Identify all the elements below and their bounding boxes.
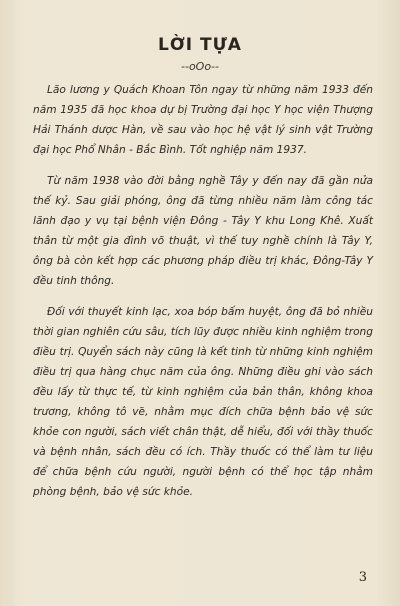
page-title: LỜI TỰA bbox=[158, 35, 242, 55]
preface-body bbox=[33, 80, 373, 513]
paragraph-2: Từ năm 1938 vào đời bằng nghề Tây y đến nay đã gần nửa thế kỷ. Sau giải phóng, ông đã từng nhiều năm làm công tác lãnh đạo y vụ tại bệnh viện Đông - Tây Y khu Long Khê. Xuất thân từ một gia đình võ thuật, vì thế tuy nghề chính là Tây Y, ông bà còn kết hợp các phương pháp điều trị khác, Đông-Tây Y đều tinh thông. bbox=[33, 175, 373, 287]
paragraph-1: Lão lương y Quách Khoan Tôn ngay từ những năm 1933 đến năm 1935 đã học khoa dự bị Trường đại học Y học viện Thượng Hải Thánh dược Hàn, về sau vào học hệ vật lý sinh vật Trường đại học Phổ Nhân - Bắc Bình. Tốt nghiệp năm 1937. bbox=[33, 84, 373, 156]
paragraph-3: Đối với thuyết kinh lạc, xoa bóp bấm huyệt, ông đã bỏ nhiều thời gian nghiên cứu sâu, tích lũy được nhiều kinh nghiệm trong điều trị. Quyển sách này cũng là kết tinh từ những kinh nghiệm điều trị qua hàng chục năm của ông. Những điều ghi vào sách đều lấy từ thực tế, từ kinh nghiệm của bản thân, không khoa trương, không tô vẽ, nhằm mục đích chữa bệnh bảo vệ sức khỏe con người, sách viết chân thật, dễ hiểu, đối với thầy thuốc và bệnh nhân, sách đều có ích. Thầy thuốc có thể làm tư liệu để chữa bệnh cứu người, người bệnh có thể học tập nhằm phòng bệnh, bảo vệ sức khỏe. bbox=[33, 306, 373, 498]
title-ornament: --oOo-- bbox=[181, 60, 219, 73]
page-number: 3 bbox=[358, 570, 367, 585]
